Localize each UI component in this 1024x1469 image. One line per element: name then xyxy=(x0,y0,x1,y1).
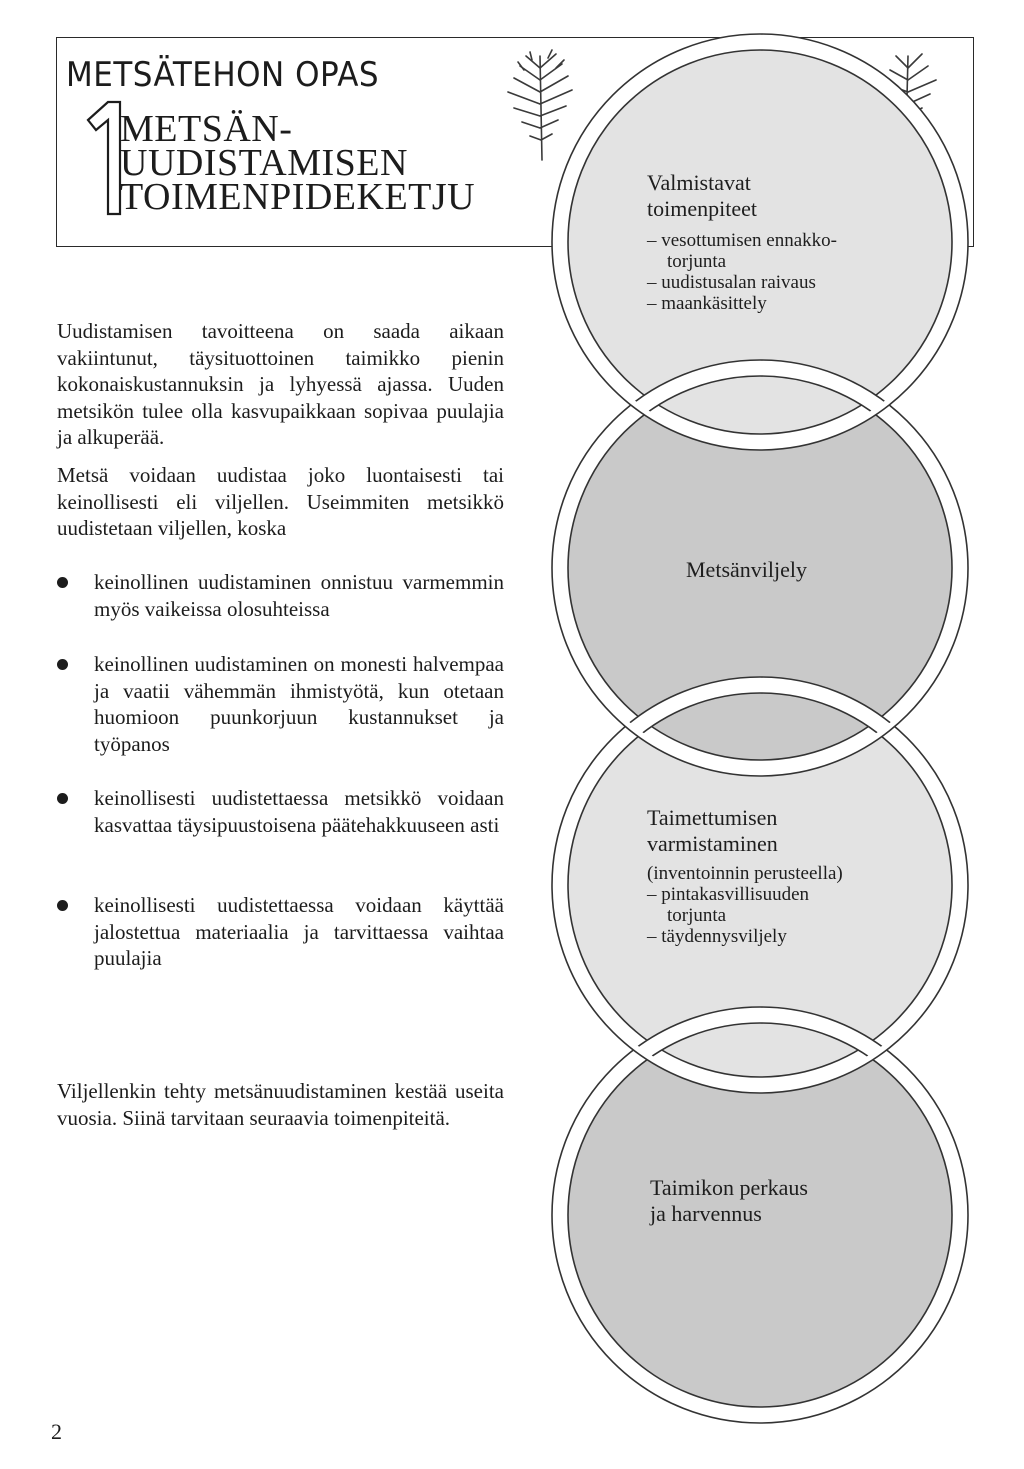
circle-title: Taimettumisen xyxy=(647,805,778,830)
intro-paragraph: Metsä voidaan uudistaa joko luontaisesti tai keinollisesti eli viljellen. Useimmiten metsikkö uudistetaan viljellen, koska xyxy=(57,463,504,540)
intro-paragraph: Uudistamisen tavoitteena on saada aikaan vakiintunut, täysituottoinen taimikko pienin kokonaiskustannuksin ja lyhyessä ajassa. Uuden metsikön tulee olla kasvupaikkaan sopivaa puulajia ja alkuperää. xyxy=(57,319,504,449)
circle-item: – uudistusalan raivaus xyxy=(647,272,816,293)
outro-paragraph: Viljellenkin tehty metsänuudistaminen kestää useita vuosia. Siinä tarvitaan seuraavia toimenpiteitä. xyxy=(57,1079,504,1130)
circle-item: torjunta xyxy=(667,251,727,272)
circle-title: Taimikon perkaus xyxy=(650,1175,808,1200)
guide-title-line: TOIMENPIDEKETJU xyxy=(120,176,476,218)
circle-title: Valmistavat xyxy=(647,170,751,195)
circle-item: – vesottumisen ennakko- xyxy=(647,230,837,251)
guide-title-line: UUDISTAMISEN xyxy=(120,142,408,184)
circle-items xyxy=(647,863,843,947)
circle-title: toimenpiteet xyxy=(647,196,757,221)
circle-title: varmistaminen xyxy=(647,831,778,856)
guide-title-line: METSÄN- xyxy=(120,108,293,150)
circle-item: – täydennysviljely xyxy=(647,926,787,947)
circle-1-text xyxy=(647,170,837,314)
circle-2-text xyxy=(686,557,807,583)
circle-4-text xyxy=(650,1175,808,1227)
circle-item: – maankäsittely xyxy=(647,293,767,314)
circle-title: Metsänviljely xyxy=(686,557,807,582)
circle-note: (inventoinnin perusteella) xyxy=(647,863,843,884)
circle-item: – pintakasvillisuuden xyxy=(647,884,810,905)
circle-3-text xyxy=(647,805,843,947)
series-title: METSÄTEHON OPAS xyxy=(66,55,380,95)
circle-items xyxy=(647,230,837,314)
circle-item: torjunta xyxy=(667,905,727,926)
circle-title: ja harvennus xyxy=(650,1201,762,1226)
page-number: 2 xyxy=(51,1419,62,1444)
